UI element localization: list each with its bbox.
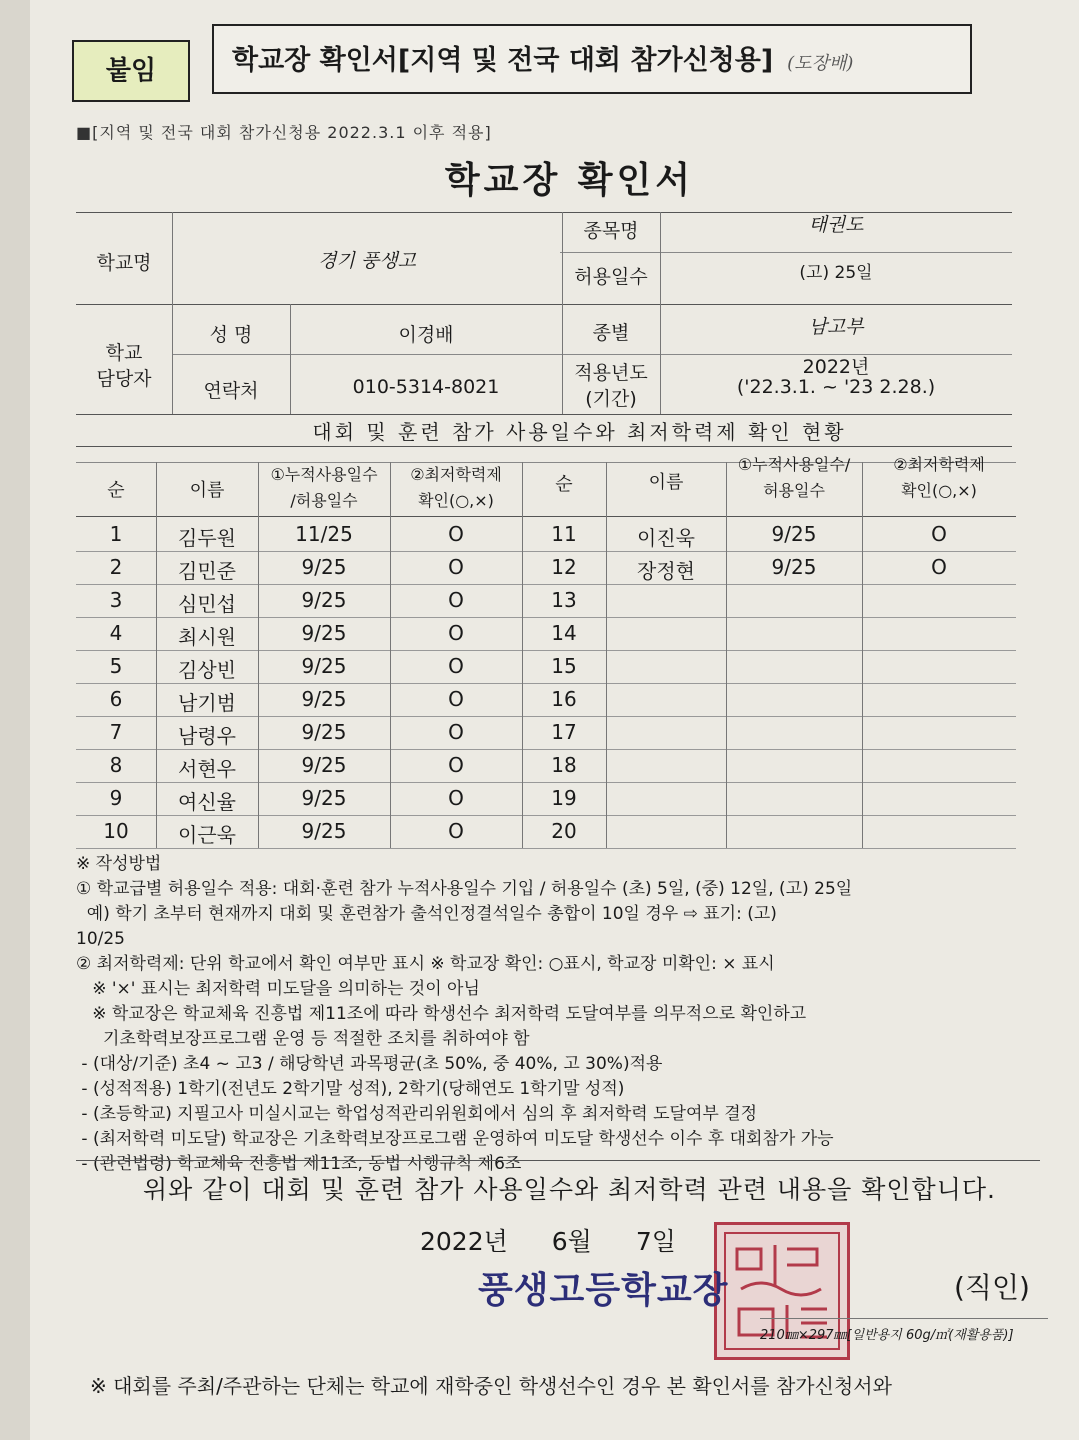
row-no-left: 3 [109,588,123,612]
handwritten-note: (도장배) [787,53,854,74]
row-no-right: 20 [551,819,577,843]
row-check-left: O [448,687,464,711]
instruction-line: 10/25 [76,929,125,949]
instruction-line: 예) 학기 초부터 현재까지 대회 및 훈련참가 출석인정결석일수 총합이 10일 경우 ⇨ 표기: (고) [76,904,777,924]
header-check-left-1: ②최저학력제 [410,465,502,484]
row-days-left: 9/25 [301,654,347,678]
instruction-line: ※ 작성방법 [76,854,162,874]
row-no-right: 14 [551,621,577,645]
info-line [560,252,1012,253]
year-label-2: (기간) [585,388,637,410]
event-value: 태권도 [808,214,864,236]
table-row [76,815,1016,848]
division-label: 종별 [592,322,630,344]
row-name-left: 이근욱 [178,823,236,847]
row-no-left: 6 [109,687,123,711]
table-row [76,782,1016,815]
status-header-bottom [76,516,1016,517]
row-name-right: 이진욱 [637,526,695,550]
row-check-right: O [931,555,947,579]
table-row-line [76,848,1016,849]
row-name-right: 장정현 [637,559,695,583]
name-label: 성 명 [209,324,253,346]
paper-specification: 210㎜×297㎜[일반용지 60g/㎡(재활용품)] [760,1328,1014,1343]
header-name-right: 이름 [648,472,684,493]
row-no-right: 13 [551,588,577,612]
table-row [76,617,1016,650]
row-check-right: O [931,522,947,546]
row-days-left: 9/25 [301,555,347,579]
writing-instructions [76,852,1036,1177]
row-name-left: 남기범 [178,691,236,715]
manager-label-1: 학교 [105,342,143,364]
row-days-left: 11/25 [295,522,353,546]
row-check-left: O [448,819,464,843]
row-no-left: 1 [109,522,123,546]
attachment-badge: 붙임 [72,40,190,102]
instruction-line: ※ '×' 표시는 최저학력 미도달을 의미하는 것이 아님 [76,979,480,999]
row-days-right: 9/25 [771,522,817,546]
row-check-left: O [448,588,464,612]
row-no-left: 4 [109,621,123,645]
notes-divider [76,1160,1040,1161]
date-day: 7일 [635,1227,676,1256]
spec-line [760,1318,1048,1319]
row-days-left: 9/25 [301,720,347,744]
header-title-text: 학교장 확인서[지역 및 전국 대회 참가신청용] [232,45,774,76]
row-days-left: 9/25 [301,621,347,645]
row-no-left: 9 [109,786,123,810]
row-days-right: 9/25 [771,555,817,579]
table-row [76,650,1016,683]
header-days-right-2: 허용일수 [763,481,825,500]
row-name-left: 여신율 [178,790,236,814]
row-check-left: O [448,753,464,777]
applicability-note: ■[지역 및 전국 대회 참가신청용 2022.3.1 이후 적용] [76,123,492,142]
page-title: 학교장 확인서 [444,160,695,201]
instruction-line: ※ 학교장은 학교체육 진흥법 제11조에 따라 학생선수 최저학력 도달여부를 의무적으로 확인하고 [76,1004,807,1024]
row-days-left: 9/25 [301,588,347,612]
header-name-left: 이름 [189,480,225,501]
table-row [76,749,1016,782]
row-no-right: 19 [551,786,577,810]
header-no-left: 순 [107,480,125,501]
instruction-line: ① 학교급별 허용일수 적용: 대회·훈련 참가 누적사용일수 기입 / 허용일수 (초) 5일, (중) 12일, (고) 25일 [76,879,853,899]
row-name-left: 심민섭 [178,592,236,616]
row-no-right: 12 [551,555,577,579]
table-row [76,716,1016,749]
seal-label: (직인) [954,1271,1030,1304]
date-month: 6월 [551,1227,592,1256]
row-check-left: O [448,621,464,645]
manager-label-2: 담당자 [96,368,152,390]
contact-value: 010-5314-8021 [352,376,500,398]
header-check-left-2: 확인(○,×) [418,491,494,510]
header-check-right-2: 확인(○,×) [901,481,977,500]
year-label-1: 적용년도 [574,362,648,384]
allowed-days-value: (고) 25일 [799,263,873,283]
year-value-2: ('22.3.1. ~ '23 2.28.) [736,376,936,398]
year-value-1: 2022년 [802,356,870,378]
contact-label: 연락처 [203,380,259,402]
row-check-left: O [448,555,464,579]
row-check-left: O [448,786,464,810]
instruction-line: - (성적적용) 1학기(전년도 2학기말 성적), 2학기(당해연도 1학기말 성적) [76,1079,625,1099]
status-table-title: 대회 및 훈련 참가 사용일수와 최저학력제 확인 현황 [312,420,847,444]
row-no-left: 7 [109,720,123,744]
school-label: 학교명 [96,252,152,274]
row-check-left: O [448,654,464,678]
date-year: 2022년 [420,1227,508,1256]
row-no-right: 16 [551,687,577,711]
manager-name-value: 이경배 [398,324,454,346]
school-value: 경기 풍생고 [318,250,416,272]
instruction-line: - (관련법령) 학교체육 진흥법 제11조, 동법 시행규칙 제6조 [76,1154,522,1174]
row-no-right: 15 [551,654,577,678]
row-name-left: 김두원 [178,526,236,550]
row-no-right: 11 [551,522,577,546]
row-days-left: 9/25 [301,687,347,711]
row-name-left: 김상빈 [178,658,236,682]
header-days-left-2: /허용일수 [290,491,358,510]
row-no-left: 8 [109,753,123,777]
instruction-line: - (최저학력 미도달) 학교장은 기초학력보장프로그램 운영하여 미도달 학생선수 이수 후 대회참가 가능 [76,1129,834,1149]
header-check-right-1: ②최저학력제 [893,455,985,474]
row-check-left: O [448,522,464,546]
event-label: 종목명 [583,220,639,242]
row-no-right: 18 [551,753,577,777]
row-days-left: 9/25 [301,819,347,843]
instruction-line: 기초학력보장프로그램 운영 등 적절한 조치를 취하여야 함 [76,1029,530,1049]
row-no-right: 17 [551,720,577,744]
document-header-title [212,24,972,94]
row-name-left: 남령우 [178,724,236,748]
header-no-right: 순 [555,474,573,495]
row-check-left: O [448,720,464,744]
confirmation-statement: 위와 같이 대회 및 훈련 참가 사용일수와 최저학력 관련 내용을 확인합니다. [143,1175,996,1204]
instruction-line: ② 최저학력제: 단위 학교에서 확인 여부만 표시 ※ 학교장 확인: ○표시, 학교장 미확인: × 표시 [76,954,775,974]
school-principal: 풍생고등학교장 [478,1270,729,1311]
allowed-days-label: 허용일수 [574,266,648,288]
instruction-line: - (대상/기준) 초4 ~ 고3 / 해당학년 과목평균(초 50%, 중 40%, 고 30%)적용 [76,1054,663,1074]
issue-date [420,1222,676,1258]
instruction-line: - (초등학교) 지필고사 미실시교는 학업성적관리위원회에서 심의 후 최저학력 도달여부 결정 [76,1104,758,1124]
table-row [76,584,1016,617]
header-days-left-1: ①누적사용일수 [270,465,378,484]
row-name-left: 서현우 [178,757,236,781]
footnote: ※ 대회를 주최/주관하는 단체는 학교에 재학중인 학생선수인 경우 본 확인서를 참가신청서와 [90,1374,892,1398]
info-line [76,414,1012,415]
table-row [76,683,1016,716]
status-border-top [76,446,1012,447]
row-name-left: 최시원 [178,625,236,649]
info-line [76,304,1012,305]
row-days-left: 9/25 [301,786,347,810]
header-days-right-1: ①누적사용일수/ [737,455,851,474]
row-days-left: 9/25 [301,753,347,777]
row-no-left: 10 [103,819,129,843]
row-name-left: 김민준 [178,559,236,583]
row-no-left: 5 [109,654,123,678]
row-no-left: 2 [109,555,123,579]
table-row [76,551,1016,584]
division-value: 남고부 [808,316,864,338]
table-row [76,518,1016,551]
